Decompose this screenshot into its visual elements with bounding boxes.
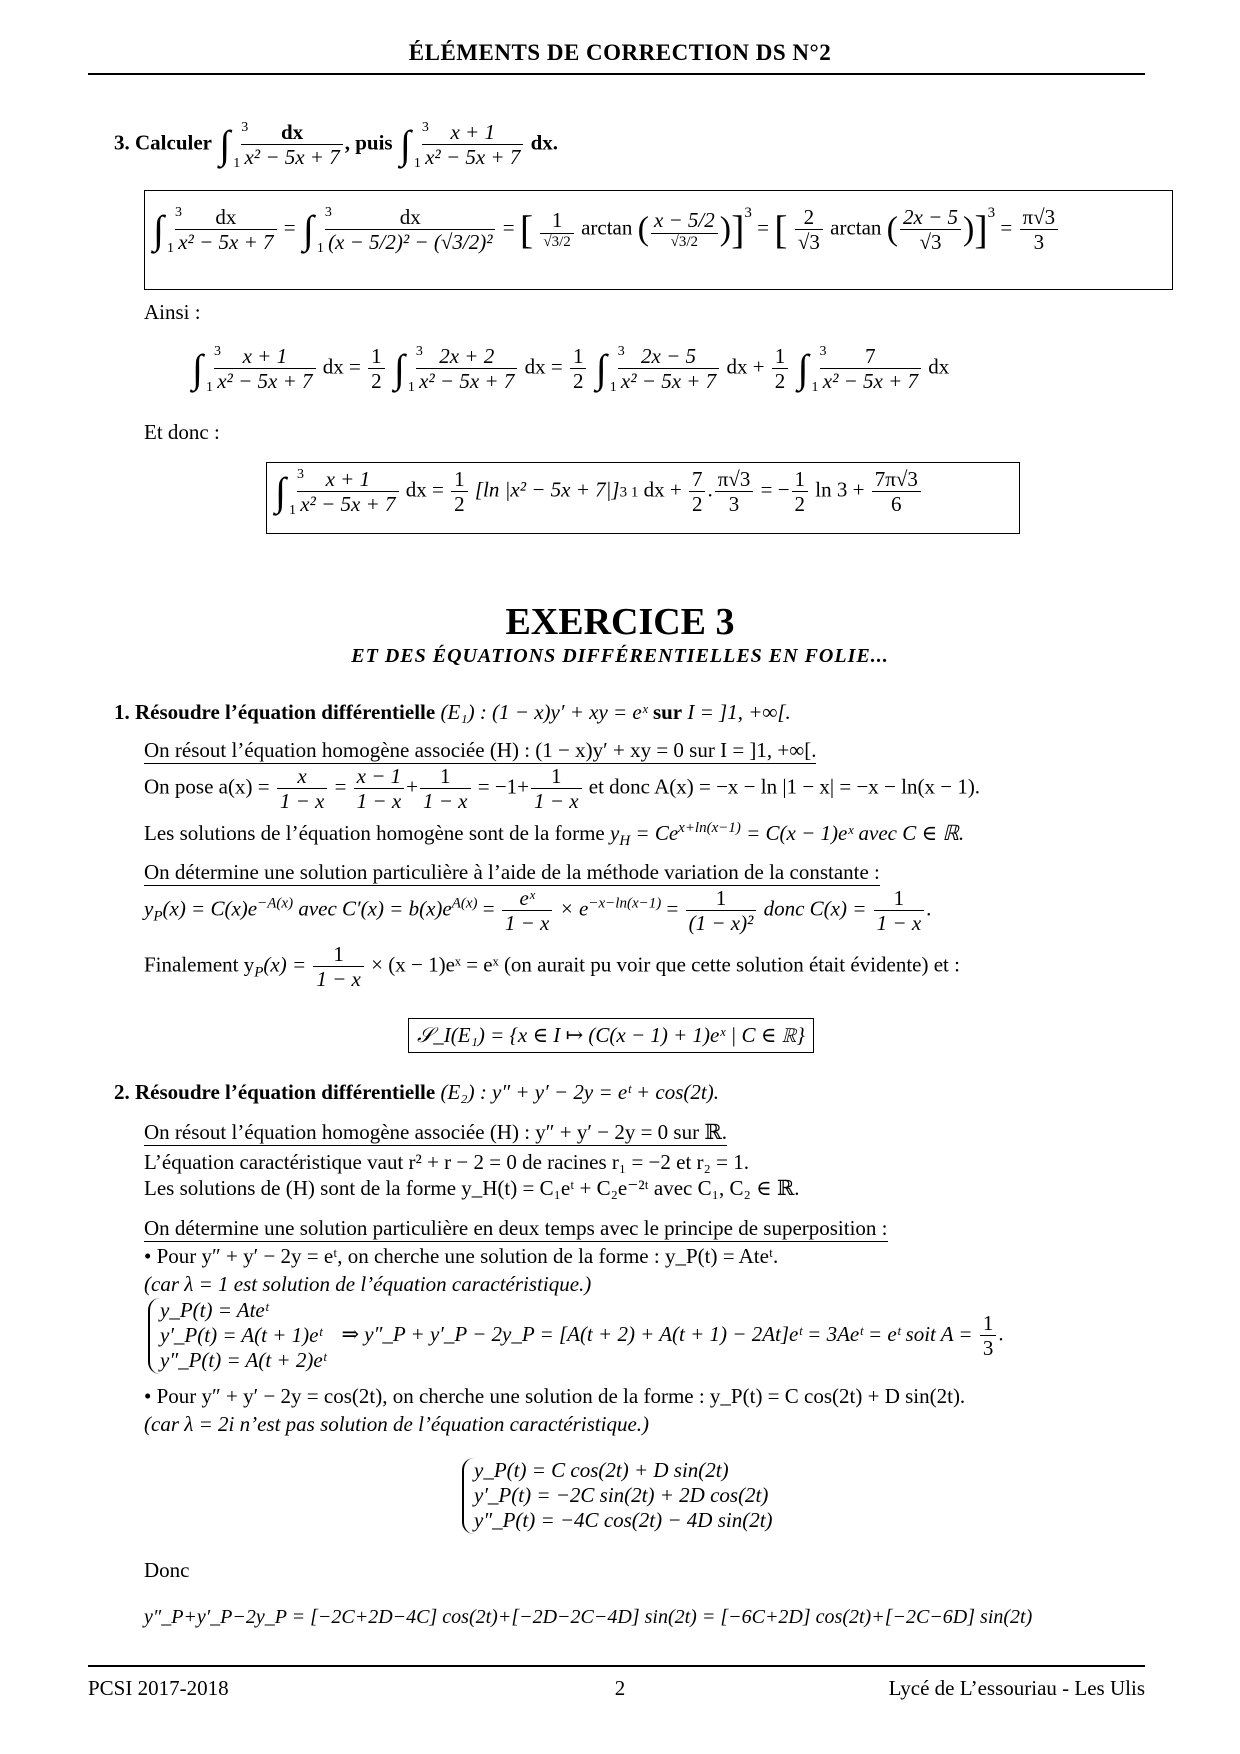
equals: =: [757, 215, 770, 240]
integral-sign: ∫ 3 1: [153, 204, 182, 256]
q3-puis: , puis: [344, 130, 393, 155]
box1-frac-6: $\frac{2x - 5}{√3}$: [900, 205, 961, 254]
box1-result: $\frac{\pi√3}{3}$: [1020, 205, 1059, 254]
box1-frac-4: $\frac{x - 5/2}{√3/2}$: [651, 208, 718, 250]
ex3-q2-line-5: • Pour y″ + y′ − 2y = eᵗ, on cherche une solution de la forme : y_P(t) = Ateᵗ.: [144, 1244, 779, 1268]
ex3-q1-line-1: On résout l’équation homogène associée (H) : (1 − x)y′ + xy = 0 sur I = ]1, +∞[.: [144, 738, 817, 762]
q3-box-2: ∫ 3 1 $\frac{x + 1}{\text{x² − 5x + 7}}$ dx = $\frac{1}{2}$ [ln |x² − 5x + 7|]3 1 dx + $\frac{7}{2}$ . $\frac{\pi√3}{3}$ = − $\frac{1}{2}$ ln 3 + $\frac{7\pi√3}{6}$: [266, 462, 1020, 534]
q3-label: Calculer: [135, 130, 212, 155]
footer-left: PCSI 2017-2018: [88, 1676, 229, 1700]
exercise-title: EXERCICE 3: [505, 601, 735, 643]
box1-frac-2: $\frac{dx}{\text{(x − 5/2)² − (√3/2)²}}$: [325, 205, 495, 254]
integral-sign: ∫ 3 1: [399, 119, 429, 171]
equals: =: [1000, 215, 1013, 240]
system-brace: y_P(t) = Ateᵗ y′_P(t) = A(t + 1)eᵗ y″_P(t) = A(t + 2)eᵗ: [148, 1298, 326, 1374]
ex3-q2-system-1: y_P(t) = Ateᵗ y′_P(t) = A(t + 1)eᵗ y″_P(t) = A(t + 2)eᵗ ⇒ y″_P + y′_P − 2y_P = [A(t + 2) + A(t + 1) − 2At]eᵗ = 3Aeᵗ = eᵗ soit A = $\frac{1}{3}$ .: [148, 1298, 1004, 1374]
page-header-title: ÉLÉMENTS DE CORRECTION DS N°2: [408, 40, 832, 65]
ex3-q2-line-8: (car λ = 2i n’est pas solution de l’équation caractéristique.): [144, 1412, 650, 1436]
ex3-q2-line-7: • Pour y″ + y′ − 2y = cos(2t), on cherche une solution de la forme : y_P(t) = C cos(2t) + D sin(2t).: [144, 1384, 966, 1408]
box1-frac-3: $\frac{1}{√3/2}$: [540, 208, 573, 250]
bracket-open: [: [519, 207, 534, 253]
q3-dx-end: dx.: [530, 130, 559, 155]
q3-number: 3.: [114, 130, 130, 155]
ex3-q2-line-6: (car λ = 1 est solution de l’équation caractéristique.): [144, 1272, 592, 1296]
q3-fraction-2: $\frac{x + 1}{\text{x² − 5x + 7}}$: [422, 120, 523, 169]
ex3-q1-line-4: On détermine une solution particulière à l’aide de la méthode variation de la constante :: [144, 860, 880, 884]
footer-rule: [88, 1665, 1145, 1667]
donc-label: Donc: [144, 1558, 190, 1582]
ex3-q2-line-1: On résout l’équation homogène associée (H) : y″ + y′ − 2y = 0 sur ℝ.: [144, 1120, 728, 1144]
exercise-subtitle: ET DES ÉQUATIONS DIFFÉRENTIELLES EN FOLIE...: [351, 645, 889, 667]
equals: =: [502, 215, 515, 240]
ex3-q1-line-5: $y_P(x) = C(x)e^{-A(x)}$ avec $C'(x) = b(x)e^{A(x)}$ = $\frac{\text{eˣ}}{1 - x}$ × $e^{-x-ln(x-1)}$ = $\frac{1}{\text{(1 − x)²}}$ donc C(x) = $\frac{1}{1 - x}$ .: [144, 886, 932, 936]
q3-line-2: ∫ 3 1 $\frac{x + 1}{\text{x² − 5x + 7}}$ dx = $\frac{1}{2}$ ∫ 3 1 $\frac{2x + 2}{\text{x² − 5x + 7}}$ dx = $\frac{1}{2}$ ∫ 3 1 $\frac{2x - 5}{\text{x² − 5x + 7}}$ dx + $\frac{1}{2}$ ∫ 3 1 $\frac{7}{\text{x² − 5x + 7}}$ dx: [192, 343, 950, 395]
ex3-q1-line-2: On pose a(x) = $\frac{x}{1 - x}$ = $\frac{x - 1}{1 - x}$ + $\frac{1}{1 - x}$ = −1+ $\frac{1}{1 - x}$ et donc A(x) = −x − ln |1 − x| = −x − ln(x − 1).: [144, 764, 981, 814]
arctan-label: arctan: [830, 215, 882, 240]
ex3-q2-system-2: [462, 1458, 773, 1534]
q3-statement: [114, 120, 558, 169]
footer-page-number: 2: [614, 1676, 626, 1700]
header-rule: [88, 73, 1145, 75]
q3-box-1: ∫ 3 1 $\frac{dx}{\text{x² − 5x + 7}}$ = ∫ 3 1 $\frac{dx}{\text{(x − 5/2)² − (√3/2)²}}$ = [ $\frac{1}{√3/2}$ arctan ( $\frac{x - 5/2}{√3/2}$ )]$^3$ = [ $\frac{2}{√3}$ arctan ( $\frac{2x - 5}{√3}$ )]$^3$ = $\frac{\pi√3}{3}$: [144, 190, 1173, 290]
equals: =: [283, 215, 296, 240]
ex3-q1-result-box: 𝒮_I(E₁) = {x ∈ I ↦ (C(x − 1) + 1)eˣ | C ∈ ℝ}: [408, 1018, 814, 1053]
ainsi-label: Ainsi :: [144, 300, 201, 324]
box1-frac-5: $\frac{2}{√3}$: [795, 205, 823, 254]
integral-sign: ∫ 3 1: [219, 119, 249, 171]
ex3-q2-line-4: On détermine une solution particulière en deux temps avec le principe de superposition :: [144, 1216, 888, 1240]
etdonc-label: Et donc :: [144, 420, 220, 444]
integral-sign: ∫ 3 1: [302, 204, 332, 256]
ex3-q1-statement: 1. Résoudre l’équation différentielle (E₁) : (1 − x)y′ + xy = eˣ sur I = ]1, +∞[.: [114, 700, 791, 724]
ex3-q1-line-6: Finalement $y_P(x)$ = $\frac{1}{1 - x}$ × (x − 1)eˣ = eˣ (on aurait pu voir que cette solution était évidente) et :: [144, 942, 960, 992]
arctan-label: arctan: [581, 215, 633, 240]
ex3-q2-final-line: y″_P+y′_P−2y_P = [−2C+2D−4C] cos(2t)+[−2D−2C−4D] sin(2t) = [−6C+2D] cos(2t)+[−2C−6D] sin(2t): [144, 1606, 1033, 1628]
footer-right: Lycé de L’essouriau - Les Ulis: [888, 1676, 1145, 1700]
ex3-q2-line-3: Les solutions de (H) sont de la forme y_H(t) = C₁eᵗ + C₂e⁻²ᵗ avec C₁, C₂ ∈ ℝ.: [144, 1176, 800, 1200]
ex3-q2-statement: 2. Résoudre l’équation différentielle (E₂) : y″ + y′ − 2y = eᵗ + cos(2t).: [114, 1080, 719, 1104]
system-brace: y_P(t) = C cos(2t) + D sin(2t) y′_P(t) = −2C sin(2t) + 2D cos(2t) y″_P(t) = −4C cos(2t) − 4D sin(2t): [462, 1458, 773, 1534]
ex3-q1-line-3: Les solutions de l’équation homogène sont de la forme $y_H = Ce^{x+ln(x-1)} = C(x$ − 1)eˣ avec C ∈ ℝ.: [144, 820, 965, 850]
ex3-q2-line-2: L’équation caractéristique vaut r² + r − 2 = 0 de racines r₁ = −2 et r₂ = 1.: [144, 1150, 749, 1174]
q3-fraction-1: $\frac{dx}{\text{x² − 5x + 7}}$: [241, 120, 342, 169]
box1-frac-1: $\frac{dx}{\text{x² − 5x + 7}}$: [175, 205, 276, 254]
